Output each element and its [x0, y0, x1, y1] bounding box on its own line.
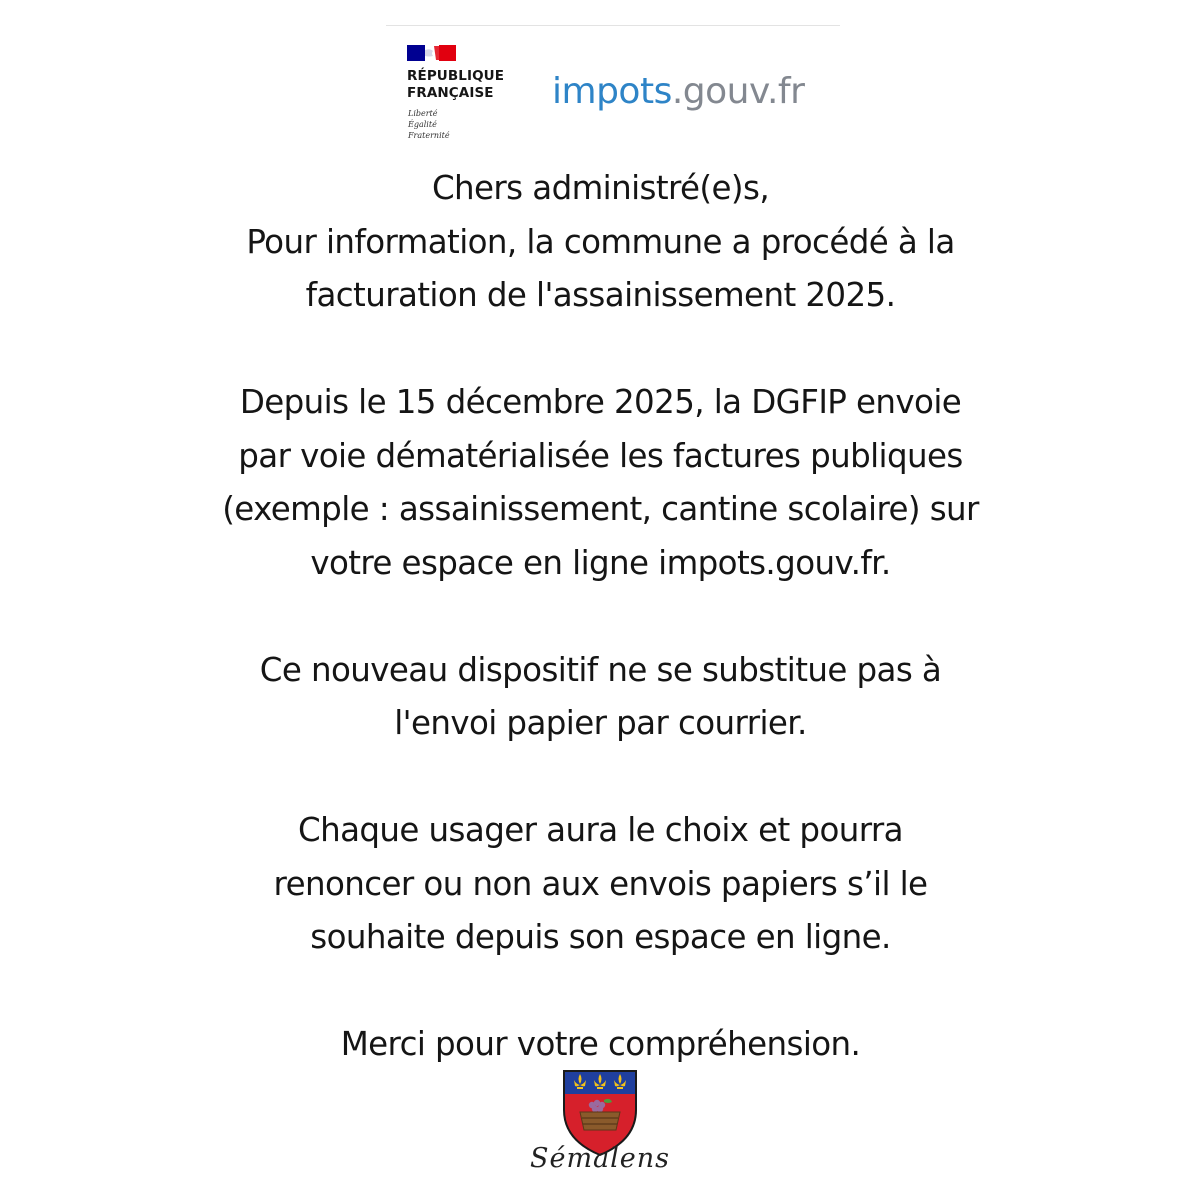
notice-message — [120, 162, 1081, 1072]
republic-motto — [408, 108, 450, 141]
p2-line-4: votre espace en ligne impots.gouv.fr. — [310, 543, 891, 582]
impots-logo-part-3: .fr — [766, 71, 805, 112]
p2-line-2: par voie dématérialisée les factures publiques — [238, 436, 963, 475]
p3-line-1: Ce nouveau dispositif ne se substitue pas à — [259, 650, 942, 689]
p4-line-2: renoncer ou non aux envois papiers s’il le — [273, 864, 928, 903]
p2-line-1: Depuis le 15 décembre 2025, la DGFIP envoie — [239, 383, 962, 421]
p3-line-2: l'envoi papier par courrier. — [394, 704, 807, 742]
motto-liberte: Liberté — [408, 109, 438, 118]
town-name: Sémalens — [529, 1143, 671, 1174]
top-divider — [386, 25, 840, 26]
impots-gouv-logo — [552, 72, 804, 112]
p1-line-1: Pour information, la commune a procédé à la — [246, 222, 955, 261]
p4-line-3: souhaite depuis son espace en ligne. — [310, 918, 891, 956]
impots-logo-part-1: impots — [552, 71, 672, 112]
marianne-flag-icon — [407, 44, 457, 62]
greeting: Chers administré(e)s, — [431, 169, 770, 207]
motto-egalite: Égalité — [408, 120, 437, 129]
republique-francaise-logo — [407, 44, 537, 154]
p4-line-1: Chaque usager aura le choix et pourra — [298, 811, 903, 849]
republic-line-1: RÉPUBLIQUE — [407, 68, 505, 84]
republique-francaise-text — [407, 68, 504, 102]
p1-line-2: facturation de l'assainissement 2025. — [305, 276, 896, 314]
closing: Merci pour votre compréhension. — [340, 1025, 861, 1063]
motto-fraternite: Fraternité — [408, 131, 450, 140]
republic-line-2: FRANÇAISE — [407, 85, 494, 101]
p2-line-3: (exemple : assainissement, cantine scolaire) sur — [222, 490, 979, 528]
impots-logo-part-2: .gouv — [671, 71, 767, 112]
